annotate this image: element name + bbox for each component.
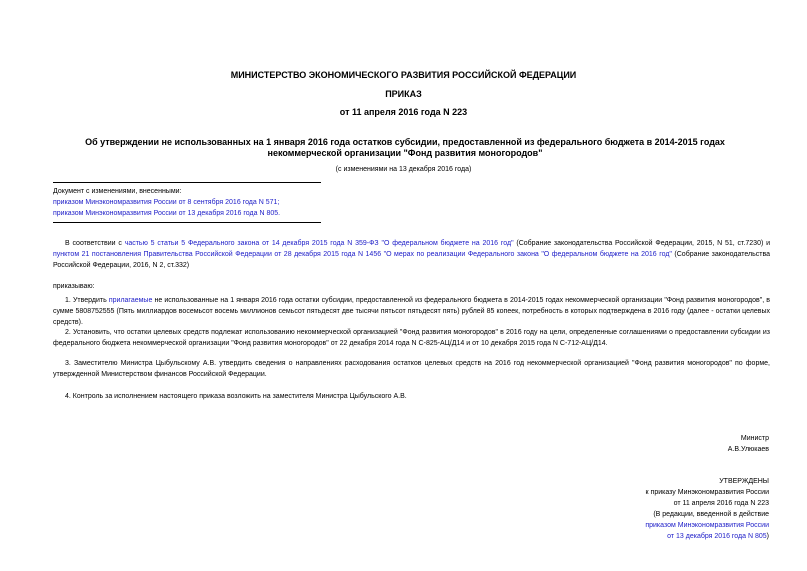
approved-order-link[interactable]: приказом Минэкономразвития России [645, 522, 769, 529]
document-title: Об утверждении не использованных на 1 января 2016 года остатков субсидии, предоставленной из федерального бюджета в 2014-2015 годах некоммерческой организации "Фонд развития моногородов" [85, 137, 725, 158]
preamble-paragraph [53, 238, 770, 271]
attached-link[interactable]: прилагаемые [108, 297, 153, 304]
clause-1 [53, 295, 770, 328]
approved-close-paren: ) [766, 533, 769, 540]
approved-line-2: к приказу Минэкономразвития России [645, 489, 769, 496]
order-word: приказываю: [53, 283, 95, 290]
clause-1-text-1: 1. Утвердить [65, 297, 109, 304]
approved-title: УТВЕРЖДЕНЫ [719, 478, 769, 485]
clause-3: 3. Заместителю Министра Цыбульскому А.В. утвердить сведения о направлениях расходования остатков целевых средств на 2016 год некоммерческой организацией "Фонд развития моногородов" по форме, утвержденной Министерством финансов Российской Федерации. [53, 360, 770, 378]
amendment-link-571[interactable]: приказом Минэкономразвития России от 8 сентября 2016 года N 571; [53, 199, 280, 206]
signature-name: А.В.Улюкаев [727, 446, 769, 453]
bottom-divider [53, 222, 321, 223]
approved-line-4: (В редакции, введенной в действие [653, 511, 769, 518]
signature-block [728, 433, 769, 455]
amendments-intro: Документ с изменениями, внесенными: [53, 188, 182, 195]
amendment-link-805[interactable]: приказом Минэкономразвития России от 13 декабря 2016 года N 805. [53, 210, 281, 217]
federal-law-link[interactable]: частью 5 статьи 5 Федерального закона от 14 декабря 2015 года N 359-ФЗ "О федеральном бюджете на 2016 год" [124, 240, 514, 247]
signature-position: Министр [740, 435, 769, 442]
preamble-text-2: (Собрание законодательства Российской Федерации, 2015, N 51, ст.7230) и [513, 240, 771, 247]
ministry-heading: МИНИСТЕРСТВО ЭКОНОМИЧЕСКОГО РАЗВИТИЯ РОССИЙСКОЙ ФЕДЕРАЦИИ [230, 70, 577, 80]
date-number-heading: от 11 апреля 2016 года N 223 [339, 107, 468, 117]
clause-4: 4. Контроль за исполнением настоящего приказа возложить на заместителя Министра Цыбульского А.В. [65, 393, 407, 400]
clause-2: 2. Установить, что остатки целевых средств подлежат использованию некоммерческой организацией "Фонд развития моногородов" в 2016 году на цели, определенные соглашениями о предоставлении субсидии из федерального бюджета некоммерческой организации "Фонд развития моногородов" от 22 декабря 2014 года N С-825-АЦ/Д14 и от 10 декабря 2015 года N С-712-АЦ/Д14. [53, 329, 770, 347]
preamble-text-1: В соответствии с [65, 240, 125, 247]
government-resolution-link[interactable]: пунктом 21 постановления Правительства Российской Федерации от 28 декабря 2015 года N 1456 "О мерах по реализации Федерального закона "О федеральном бюджете на 2016 год" [53, 251, 672, 258]
approved-order-date-link[interactable]: от 13 декабря 2016 года N 805 [667, 533, 767, 540]
approved-line-3: от 11 апреля 2016 года N 223 [673, 500, 769, 507]
changes-note: (с изменениями на 13 декабря 2016 года) [335, 166, 472, 173]
clause-1-text-2: не использованные на 1 января 2016 года остатки субсидии, предоставленной из федерального бюджета в 2014-2015 годах некоммерческой организации "Фонд развития моногородов", в сумме 5808752555 (Пять миллиардов восемьсот восемь миллионов семьсот пятьдесят две тысячи пятьсот пятьдесят пять) рублей 85 копеек, потребность в которых подтверждена в 2016 году (далее - остатки целевых средств). [53, 297, 771, 326]
approved-block [645, 476, 769, 542]
preamble-text-3: (Собрание законодательства Российской Федерации, 2016, N 2, ст.332) [53, 251, 770, 269]
amendments-box [53, 182, 321, 223]
doc-type-heading: ПРИКАЗ [385, 89, 422, 99]
